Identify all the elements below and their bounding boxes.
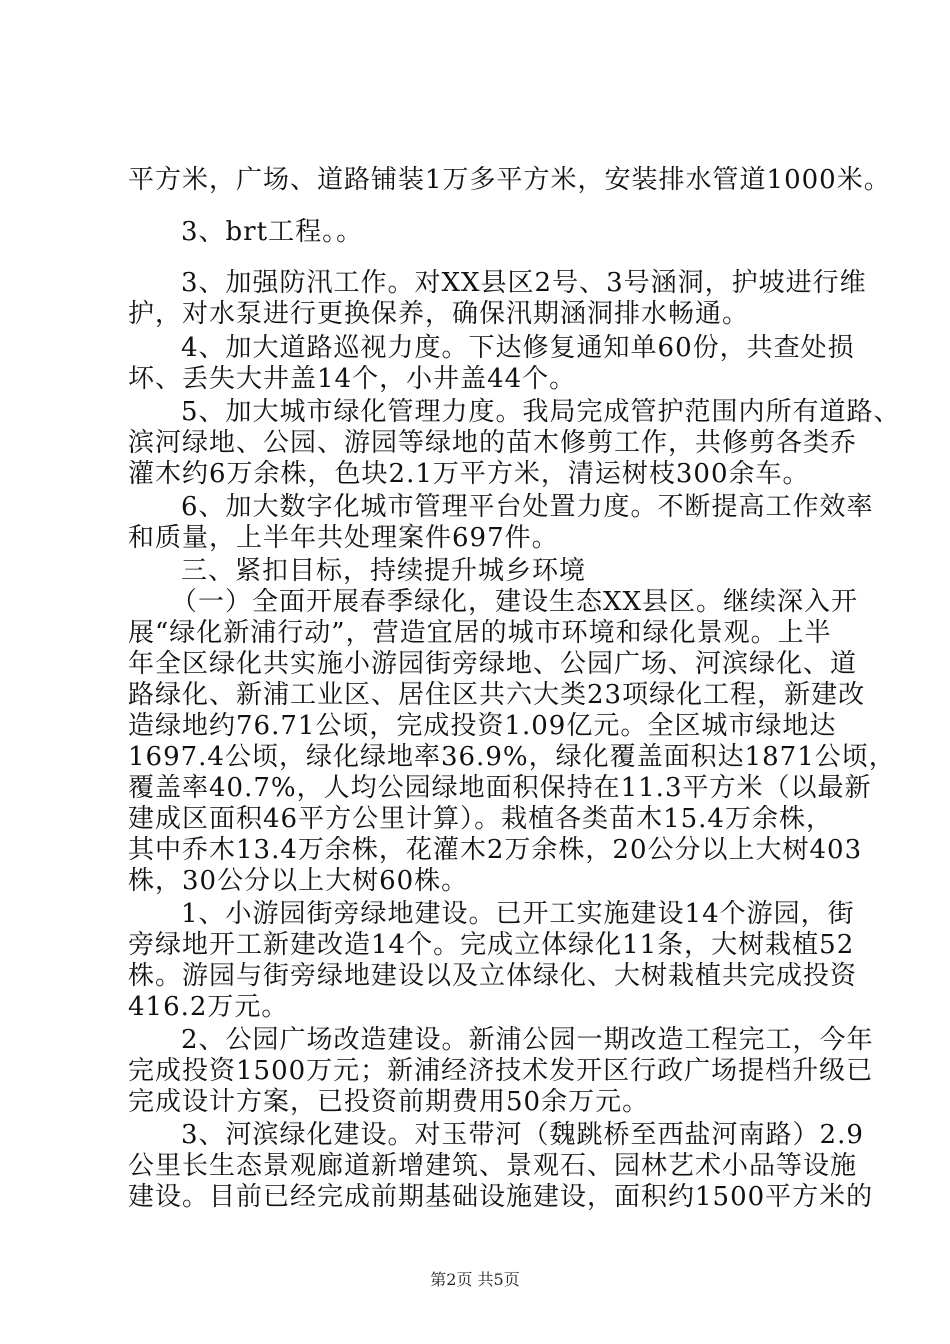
paragraph-line: 造绿地约76.71公顷，完成投资1.09亿元。全区城市绿地达: [128, 711, 837, 741]
paragraph-line: 建设。目前已经完成前期基础设施建设，面积约1500平方米的: [128, 1182, 874, 1212]
page-number-footer: 第2页 共5页: [430, 1270, 520, 1289]
paragraph-line: 旁绿地开工新建改造14个。完成立体绿化11条，大树栽植52: [128, 930, 855, 960]
paragraph-line: 2、公园广场改造建设。新浦公园一期改造工程完工，今年: [181, 1025, 874, 1055]
paragraph-line: 3、加强防汛工作。对XX县区2号、3号涵洞，护坡进行维: [181, 268, 867, 298]
paragraph-line: 坏、丢失大井盖14个，小井盖44个。: [128, 364, 577, 394]
paragraph-line: 年全区绿化共实施小游园街旁绿地、公园广场、河滨绿化、道: [128, 649, 858, 679]
paragraph-line: 建成区面积46平方公里计算）。栽植各类苗木15.4万余株，: [128, 804, 833, 834]
paragraph-line: 路绿化、新浦工业区、居住区共六大类23项绿化工程，新建改: [128, 680, 866, 710]
paragraph-line: 6、加大数字化城市管理平台处置力度。不断提高工作效率: [181, 492, 874, 522]
paragraph-line: 416.2万元。: [128, 992, 289, 1022]
paragraph-line: 平方米，广场、道路铺装1万多平方米，安装排水管道1000米。: [128, 165, 891, 195]
paragraph-line: 展“绿化新浦行动”，营造宜居的城市环境和绿化景观。上半: [128, 618, 832, 648]
paragraph-line: （一）全面开展春季绿化，建设生态XX县区。继续深入开: [171, 587, 859, 617]
paragraph-line: 完成投资1500万元；新浦经济技术发开区行政广场提档升级已: [128, 1056, 874, 1086]
paragraph-line: 护，对水泵进行更换保养，确保汛期涵洞排水畅通。: [128, 299, 750, 329]
paragraph-line: 3、brt工程。。: [181, 217, 364, 247]
section-heading: 三、紧扣目标，持续提升城乡环境: [181, 556, 587, 586]
paragraph-line: 覆盖率40.7%，人均公园绿地面积保持在11.3平方米（以最新: [128, 773, 872, 803]
paragraph-line: 1697.4公顷，绿化绿地率36.9%，绿化覆盖面积达1871公顷，: [128, 742, 896, 772]
paragraph-line: 4、加大道路巡视力度。下达修复通知单60份，共查处损: [181, 333, 855, 363]
paragraph-line: 3、河滨绿化建设。对玉带河（魏跳桥至西盐河南路）2.9: [181, 1120, 864, 1150]
paragraph-line: 其中乔木13.4万余株，花灌木2万余株，20公分以上大树403: [128, 835, 863, 865]
paragraph-line: 和质量，上半年共处理案件697件。: [128, 523, 559, 553]
paragraph-line: 完成设计方案，已投资前期费用50余万元。: [128, 1087, 650, 1117]
paragraph-line: 株，30公分以上大树60株。: [128, 866, 469, 896]
paragraph-line: 滨河绿地、公园、游园等绿地的苗木修剪工作，共修剪各类乔: [128, 428, 858, 458]
paragraph-line: 株。游园与街旁绿地建设以及立体绿化、大树栽植共完成投资: [128, 961, 858, 991]
paragraph-line: 5、加大城市绿化管理力度。我局完成管护范围内所有道路、: [181, 397, 901, 427]
paragraph-line: 1、小游园街旁绿地建设。已开工实施建设14个游园，街: [181, 899, 855, 929]
paragraph-line: 灌木约6万余株，色块2.1万平方米，清运树枝300余车。: [128, 459, 810, 489]
paragraph-line: 公里长生态景观廊道新增建筑、景观石、园林艺术小品等设施: [128, 1151, 858, 1181]
